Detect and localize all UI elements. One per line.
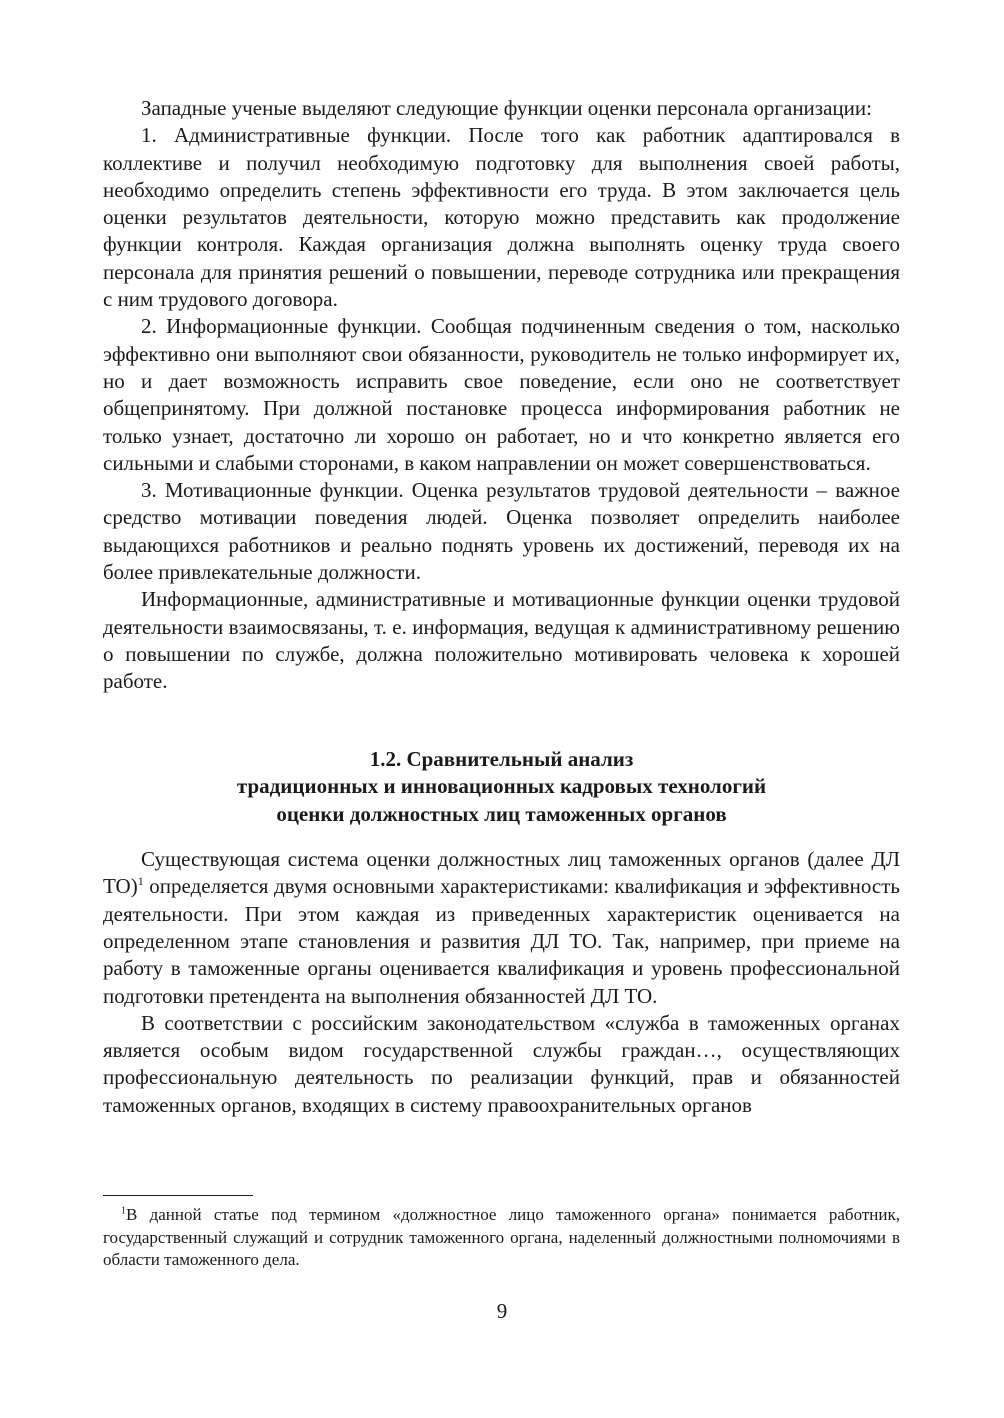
- footnote-reference: 1: [137, 874, 144, 889]
- section-heading-line-2: традиционных и инновационных кадровых технологий: [236, 774, 767, 799]
- paragraph-information-functions: 2. Информационные функции. Сообщая подчиненным сведения о том, насколько эффективно они выполняют свои обязанности, руководитель не только информирует их, но и дает возможность исправить свое поведение, если оно не соответствует общепринятому. При должной постановке процесса информирования работник не только узнает, достаточно ли хорошо он работает, но и что конкретно является его сильными и слабыми сторонами, в каком направлении он может совершенствоваться.: [103, 314, 900, 475]
- section-heading-line-3: оценки должностных лиц таможенных органов: [276, 801, 727, 826]
- paragraph-assessment-system-rest: определяется двумя основными характеристиками: квалификация и эффективность деятельности. При этом каждая из приведенных характеристик оценивается на определенном этапе становления и развития ДЛ ТО. Так, например, при приеме на работу в таможенные органы оценивается квалификация и уровень профессиональной подготовки претендента на выполнения обязанностей ДЛ ТО.: [103, 874, 900, 1008]
- paragraph-intro: Западные ученые выделяют следующие функции оценки персонала организации:: [141, 96, 872, 120]
- section-heading-line-1: 1.2. Сравнительный анализ: [369, 746, 634, 771]
- paragraph-motivation-functions: 3. Мотивационные функции. Оценка результатов трудовой деятельности – важное средство мотивации поведения людей. Оценка позволяет определить наиболее выдающихся работников и реально поднять уровень их достижений, переводя их на более привлекательные должности.: [103, 478, 900, 585]
- paragraph-assessment-system: [103, 846, 900, 1010]
- paragraph-functions-summary: Информационные, административные и мотивационные функции оценки трудовой деятельности взаимосвязаны, т. е. информация, ведущая к административному решению о повышении по службе, должна положительно мотивировать человека к хорошей работе.: [103, 587, 900, 694]
- page-number: 9: [496, 1299, 508, 1323]
- paragraph-administrative-functions: 1. Административные функции. После того как работник адаптировался в коллективе и получил необходимую подготовку для выполнения своей работы, необходимо определить степень эффективности его труда. В этом заключается цель оценки результатов деятельности, которую можно представить как продолжение функции контроля. Каждая организация должна выполнять оценку труда своего персонала для принятия решений о повышении, переводе сотрудника или прекращения с ним трудового договора.: [103, 123, 900, 312]
- footnote-text: В данной статье под термином «должностное лицо таможенного органа» понимается работник, государственный служащий и сотрудник таможенного органа, наделенный должностными полномочиями в области таможенного дела.: [103, 1205, 900, 1269]
- footnote: [103, 1204, 900, 1272]
- page-body: [103, 95, 900, 1119]
- footnote-divider: [103, 1195, 253, 1196]
- footnote-mark: 1: [121, 1205, 126, 1217]
- section-heading: [103, 746, 900, 829]
- paragraph-assessment-system-start: Существующая система оценки должностных лиц таможенных органов (далее ДЛ ТО): [103, 847, 900, 899]
- paragraph-legislation-quote: В соответствии с российским законодательством «служба в таможенных органах является особым видом государственной службы граждан…, осуществляющих профессиональную деятельность по реализации функций, прав и обязанностей таможенных органов, входящих в систему правоохранительных органов: [103, 1010, 900, 1117]
